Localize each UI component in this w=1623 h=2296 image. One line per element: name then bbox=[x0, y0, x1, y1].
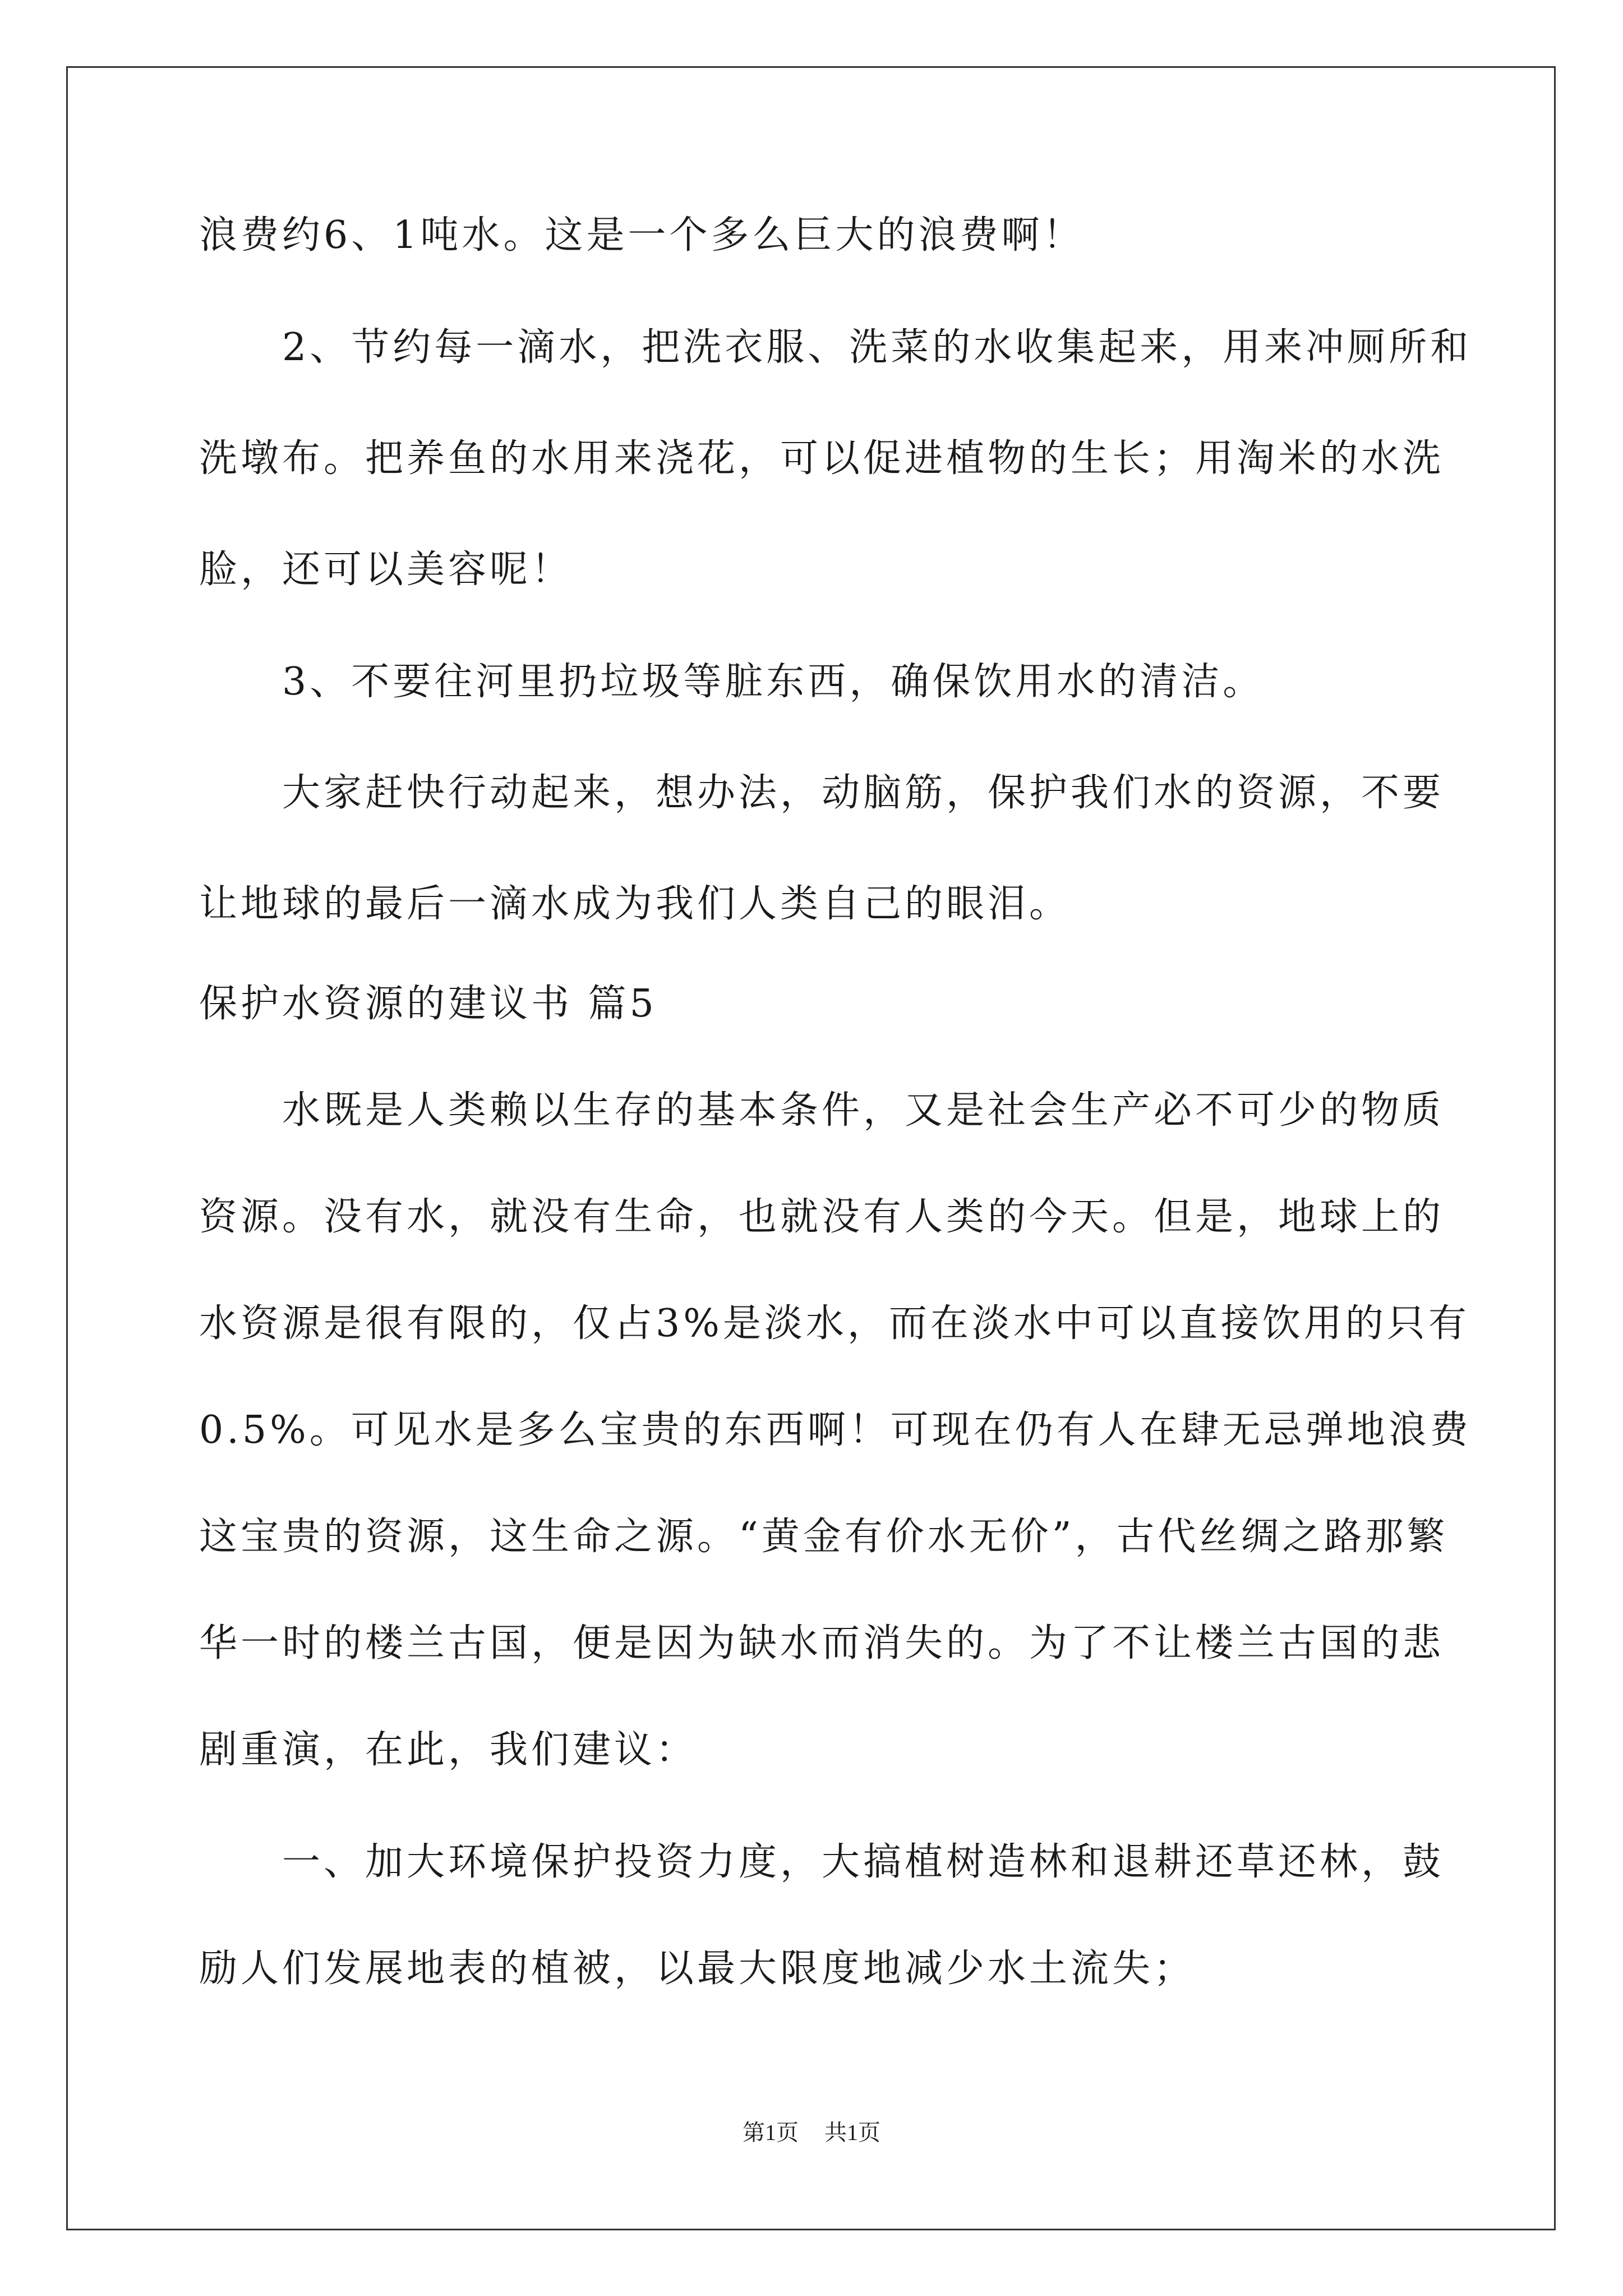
text-line: 浪费约6、1吨水。这是一个多么巨大的浪费啊！ bbox=[199, 213, 1085, 257]
text-line: 这宝贵的资源，这生命之源。“黄金有价水无价”，古代丝绸之路那繁 bbox=[199, 1515, 1449, 1559]
text-line: 水资源是很有限的，仅占3%是淡水，而在淡水中可以直接饮用的只有 bbox=[199, 1301, 1470, 1346]
section-heading: 保护水资源的建议书 篇5 bbox=[199, 982, 657, 1026]
text-line: 资源。没有水，就没有生命，也就没有人类的今天。但是，地球上的 bbox=[199, 1195, 1445, 1239]
page-total: 共1页 bbox=[824, 2120, 880, 2145]
page-number: 第1页 bbox=[743, 2120, 799, 2145]
text-line: 0.5%。可见水是多么宝贵的东西啊！可现在仍有人在肆无忌弹地浪费 bbox=[199, 1408, 1472, 1452]
text-line: 2、节约每一滴水，把洗衣服、洗菜的水收集起来，用来冲厕所和 bbox=[282, 325, 1472, 370]
text-line: 华一时的楼兰古国，便是因为缺水而消失的。为了不让楼兰古国的悲 bbox=[199, 1621, 1445, 1665]
text-line: 一、加大环境保护投资力度，大搞植树造林和退耕还草还林，鼓 bbox=[282, 1840, 1445, 1884]
text-line: 水既是人类赖以生存的基本条件，又是社会生产必不可少的物质 bbox=[282, 1088, 1445, 1133]
text-line: 3、不要往河里扔垃圾等脏东西，确保饮用水的清洁。 bbox=[282, 660, 1265, 704]
text-line: 脸，还可以美容呢！ bbox=[199, 547, 573, 592]
text-line: 让地球的最后一滴水成为我们人类自己的眼泪。 bbox=[199, 882, 1071, 926]
text-line: 剧重演，在此，我们建议： bbox=[199, 1728, 698, 1772]
page-footer bbox=[0, 2119, 1623, 2146]
text-line: 洗墩布。把养鱼的水用来浇花，可以促进植物的生长；用淘米的水洗 bbox=[199, 436, 1445, 481]
text-line: 大家赶快行动起来，想办法，动脑筋，保护我们水的资源，不要 bbox=[282, 771, 1445, 815]
text-line: 励人们发展地表的植被，以最大限度地减少水土流失； bbox=[199, 1947, 1196, 1991]
page-border bbox=[66, 66, 1556, 2230]
